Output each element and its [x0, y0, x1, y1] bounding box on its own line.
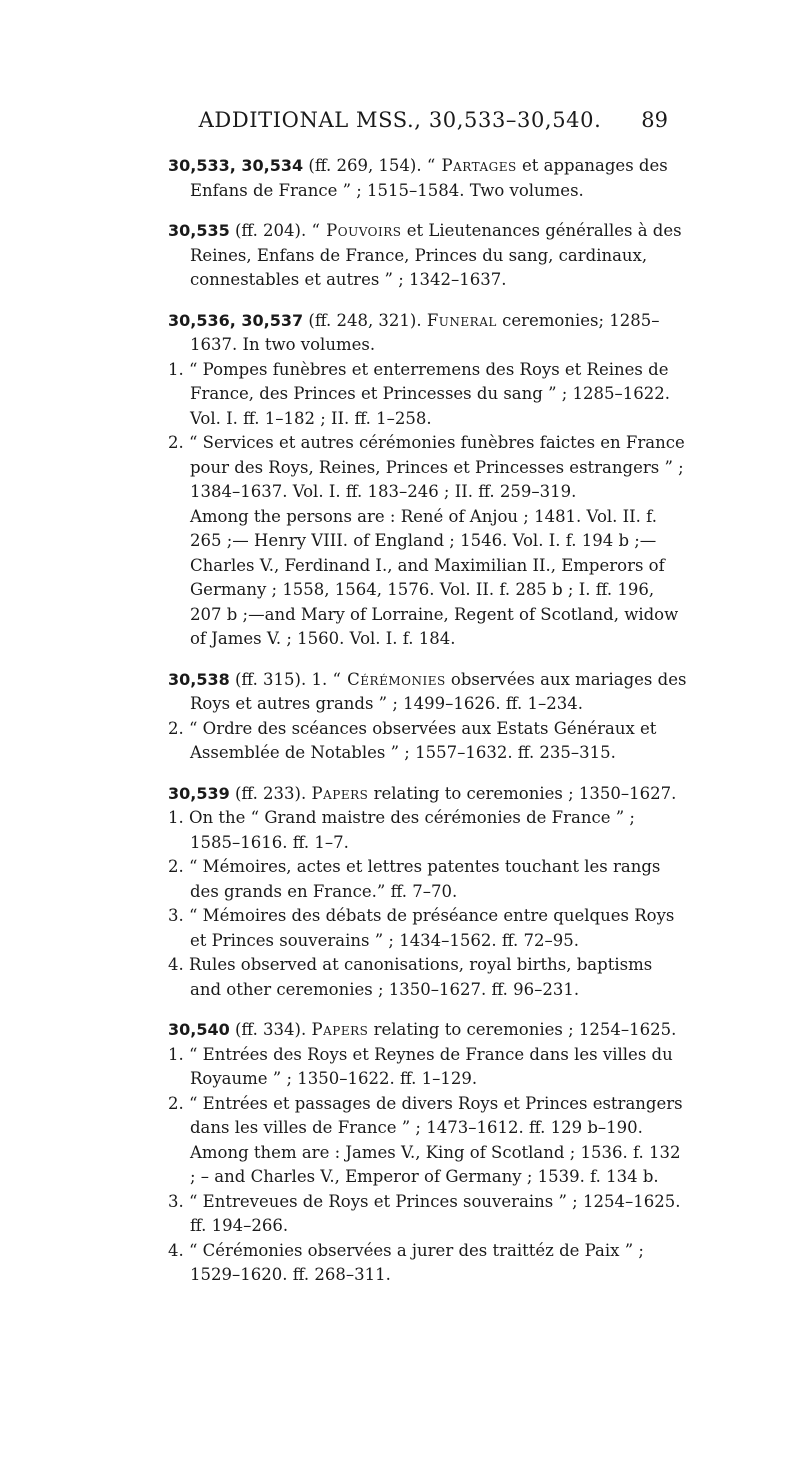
running-header: [0, 108, 800, 138]
entry-text: et appanages des Enfans de France ” ; 1515–1584. Two volumes.: [190, 156, 668, 200]
folio-ref: (ff. 269, 154).: [303, 156, 427, 175]
catalogue-entry: [168, 1018, 688, 1288]
entry-text: relating to ceremonies ; 1350–1627.: [368, 783, 677, 803]
entry-item: 2. “ Services et autres cérémonies funèbres faictes en France pour des Roys, Reines, Princes et Princesses estrangers ” ; 1384–1637. Vol. I. ff. 183–246 ; II. ff. 259–319.: [168, 433, 685, 501]
catalogue-entries: [168, 154, 688, 1304]
catalogue-entry: [168, 154, 688, 203]
entry-heading: [168, 782, 688, 807]
entry-heading: [168, 1018, 688, 1043]
entry-item: 1. On the “ Grand maistre des cérémonies de France ” ; 1585–1616. ff. 1–7.: [168, 808, 635, 852]
folio-ref: (ff. 334).: [229, 1020, 312, 1039]
folio-ref: (ff. 315). 1.: [229, 669, 333, 689]
entry-note: Among the persons are : René of Anjou ; 1481. Vol. II. f. 265 ;— Henry VIII. of England ; 1546. Vol. I. f. 194 b ;—Charles V., Ferdinand I., and Maximilian II., Emperors of Germany ; 1558, 1564, 1576. Vol. II. f. 285 b ; I. ff. 196, 207 b ;—and Mary of Lorraine, Regent of Scotland, widow of James V. ; 1560. Vol. I. f. 184.: [190, 506, 679, 648]
entry-keyword: “ Pouvoirs: [311, 221, 402, 240]
folio-ref: (ff. 248, 321).: [303, 310, 427, 330]
entry-item: 2. “ Entrées et passages de divers Roys et Princes estrangers dans les villes de France ” ; 1473–1612. ff. 129 b–190. Among them are : James V., King of Scotland ; 1536. f. 132 ; – and Charles V., Emperor of Germany ; 1539. f. 134 b.: [168, 1093, 683, 1186]
entry-keyword: “ Cérémonies: [332, 669, 446, 689]
folio-ref: (ff. 233).: [229, 783, 312, 803]
folio-ref: (ff. 204).: [229, 221, 312, 240]
ms-number: 30,536, 30,537: [168, 310, 304, 330]
catalogue-entry: [168, 668, 688, 766]
entry-heading: [168, 309, 688, 358]
entry-item: 3. “ Mémoires des débats de préséance entre quelques Roys et Princes souverains ” ; 1434–1562. ff. 72–95.: [168, 906, 675, 950]
entry-text: relating to ceremonies ; 1254–1625.: [368, 1020, 677, 1039]
ms-number: 30,538: [168, 669, 230, 689]
entry-keyword: Funeral: [426, 310, 497, 330]
entry-item: 2. “ Ordre des scéances observées aux Estats Généraux et Assemblée de Notables ” ; 1557–1632. ff. 235–315.: [168, 718, 657, 762]
entry-heading: [168, 219, 688, 293]
entry-item: 3. “ Entreveues de Roys et Princes souverains ” ; 1254–1625. ff. 194–266.: [168, 1191, 681, 1235]
entry-keyword: “ Partages: [426, 156, 517, 175]
entry-item: 4. Rules observed at canonisations, royal births, baptisms and other ceremonies ; 1350–1627. ff. 96–231.: [168, 955, 653, 999]
entry-keyword: Papers: [311, 1020, 369, 1039]
entry-item: 1. “ Pompes funèbres et enterremens des Roys et Reines de France, des Princes et Princesses du sang ” ; 1285–1622. Vol. I. ff. 1–182 ; II. ff. 1–258.: [168, 359, 671, 428]
ms-number: 30,533, 30,534: [168, 156, 304, 175]
entry-text: et Lieutenances généralles à des Reines, Enfans de France, Princes du sang, cardinaux, connestables et autres ” ; 1342–1637.: [190, 221, 682, 289]
catalogue-entry: [168, 219, 688, 293]
ms-number: 30,535: [168, 221, 230, 240]
entry-keyword: Papers: [311, 783, 369, 803]
entry-text: ceremonies; 1285–1637. In two volumes.: [190, 310, 660, 354]
running-title: ADDITIONAL MSS., 30,533–30,540.: [198, 108, 602, 132]
catalogue-entry: [168, 782, 688, 1003]
page-number: 89: [641, 108, 668, 132]
entry-item: 4. “ Cérémonies observées a jurer des traittéz de Paix ” ; 1529–1620. ff. 268–311.: [168, 1240, 644, 1284]
ms-number: 30,539: [168, 783, 230, 803]
entry-heading: [168, 668, 688, 717]
ms-number: 30,540: [168, 1020, 230, 1039]
entry-text: observées aux mariages des Roys et autres grands ” ; 1499–1626. ff. 1–234.: [190, 669, 687, 713]
catalogue-entry: [168, 309, 688, 652]
entry-item: 1. “ Entrées des Roys et Reynes de France dans les villes du Royaume ” ; 1350–1622. ff. 1–129.: [168, 1044, 673, 1088]
entry-heading: [168, 154, 688, 203]
entry-item: 2. “ Mémoires, actes et lettres patentes touchant les rangs des grands en France.” ff. 7–70.: [168, 857, 661, 901]
